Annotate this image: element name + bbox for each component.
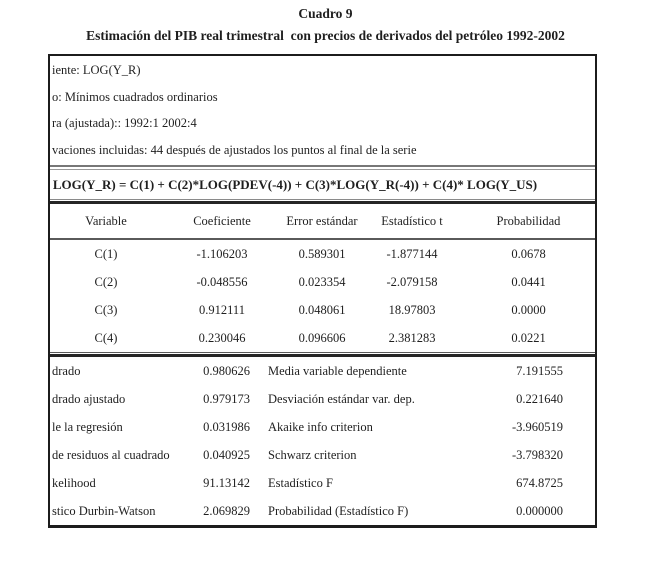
coef-value-cell: -1.106203 bbox=[196, 246, 248, 261]
summary-left-label: de residuos al cuadrado bbox=[52, 447, 170, 462]
summary-row bbox=[50, 413, 595, 441]
summary-statistics-rows bbox=[50, 357, 595, 525]
summary-right-value: 0.000000 bbox=[516, 503, 563, 518]
coefficient-rows bbox=[50, 240, 595, 352]
summary-right-label: Media variable dependiente bbox=[268, 363, 407, 378]
summary-right-label: Akaike info criterion bbox=[268, 419, 373, 434]
summary-row bbox=[50, 441, 595, 469]
summary-left-value: 0.979173 bbox=[203, 391, 250, 406]
coef-variable-cell: C(1) bbox=[94, 246, 118, 261]
summary-row bbox=[50, 469, 595, 497]
coefficient-row bbox=[50, 324, 595, 352]
equation-row bbox=[50, 170, 595, 199]
coef-tstat-cell: -2.079158 bbox=[386, 274, 438, 289]
observations-line: vaciones incluidas: 44 después de ajustados los puntos al final de la serie bbox=[52, 142, 417, 157]
header-t-stat: Estadístico t bbox=[381, 213, 443, 228]
coef-prob-cell: 0.0441 bbox=[511, 274, 546, 289]
coef-stderr-cell: 0.048061 bbox=[298, 302, 346, 317]
coef-tstat-cell: 2.381283 bbox=[388, 330, 436, 345]
method-line: o: Mínimos cuadrados ordinarios bbox=[52, 89, 218, 104]
summary-left-value: 0.980626 bbox=[203, 363, 250, 378]
coef-tstat-cell: -1.877144 bbox=[386, 246, 438, 261]
summary-right-value: 7.191555 bbox=[516, 363, 563, 378]
header-probability: Probabilidad bbox=[496, 213, 561, 228]
summary-left-label: drado bbox=[52, 363, 81, 378]
summary-left-label: stico Durbin-Watson bbox=[52, 503, 156, 518]
summary-left-value: 91.13142 bbox=[203, 475, 250, 490]
header-variable: Variable bbox=[85, 213, 127, 228]
summary-left-label: kelihood bbox=[52, 475, 96, 490]
dependent-variable-line: iente: LOG(Y_R) bbox=[52, 63, 141, 77]
summary-right-label: Schwarz criterion bbox=[268, 447, 357, 462]
sample-line: ra (ajustada):: 1992:1 2002:4 bbox=[52, 116, 197, 130]
coefficient-row bbox=[50, 268, 595, 296]
summary-row bbox=[50, 497, 595, 525]
summary-left-value: 0.040925 bbox=[203, 447, 250, 462]
summary-right-value: 0.221640 bbox=[516, 391, 563, 406]
header-std-error: Error estándar bbox=[286, 213, 358, 228]
summary-left-value: 0.031986 bbox=[203, 419, 250, 434]
coef-variable-cell: C(4) bbox=[94, 330, 118, 345]
summary-right-value: -3.960519 bbox=[511, 419, 563, 434]
summary-left-label: drado ajustado bbox=[52, 391, 126, 406]
coefficient-row bbox=[50, 296, 595, 324]
coef-prob-cell: 0.0221 bbox=[511, 330, 546, 345]
coef-value-cell: -0.048556 bbox=[196, 274, 248, 289]
summary-row bbox=[50, 357, 595, 385]
coef-stderr-cell: 0.023354 bbox=[298, 274, 346, 289]
header-coefficient: Coeficiente bbox=[193, 213, 251, 228]
coefficient-row bbox=[50, 240, 595, 268]
summary-row bbox=[50, 385, 595, 413]
estimation-info-block bbox=[50, 56, 595, 165]
coef-variable-cell: C(3) bbox=[94, 302, 118, 317]
summary-right-value: -3.798320 bbox=[511, 447, 563, 462]
regression-output-table bbox=[48, 54, 597, 528]
regression-equation: LOG(Y_R) = C(1) + C(2)*LOG(PDEV(-4)) + C(3)*LOG(Y_R(-4)) + C(4)* LOG(Y_US) bbox=[52, 176, 538, 192]
summary-right-label: Estadístico F bbox=[268, 475, 333, 490]
coefficient-table-header bbox=[50, 204, 595, 238]
summary-right-value: 674.8725 bbox=[516, 475, 563, 490]
coef-value-cell: 0.912111 bbox=[199, 302, 245, 317]
coef-stderr-cell: 0.096606 bbox=[298, 330, 346, 345]
summary-left-label: le la regresión bbox=[52, 419, 123, 434]
coef-tstat-cell: 18.97803 bbox=[388, 302, 436, 317]
table-number-heading: Cuadro 9 bbox=[298, 6, 353, 21]
coef-value-cell: 0.230046 bbox=[198, 330, 246, 345]
coef-stderr-cell: 0.589301 bbox=[298, 246, 346, 261]
coef-variable-cell: C(2) bbox=[94, 274, 118, 289]
summary-right-label: Desviación estándar var. dep. bbox=[268, 391, 415, 406]
coef-prob-cell: 0.0000 bbox=[511, 302, 546, 317]
table-title-heading: Estimación del PIB real trimestral con precios de derivados del petróleo 1992-2002 bbox=[86, 28, 565, 43]
summary-right-label: Probabilidad (Estadístico F) bbox=[268, 503, 409, 518]
coef-prob-cell: 0.0678 bbox=[511, 246, 546, 261]
summary-left-value: 2.069829 bbox=[203, 503, 250, 518]
